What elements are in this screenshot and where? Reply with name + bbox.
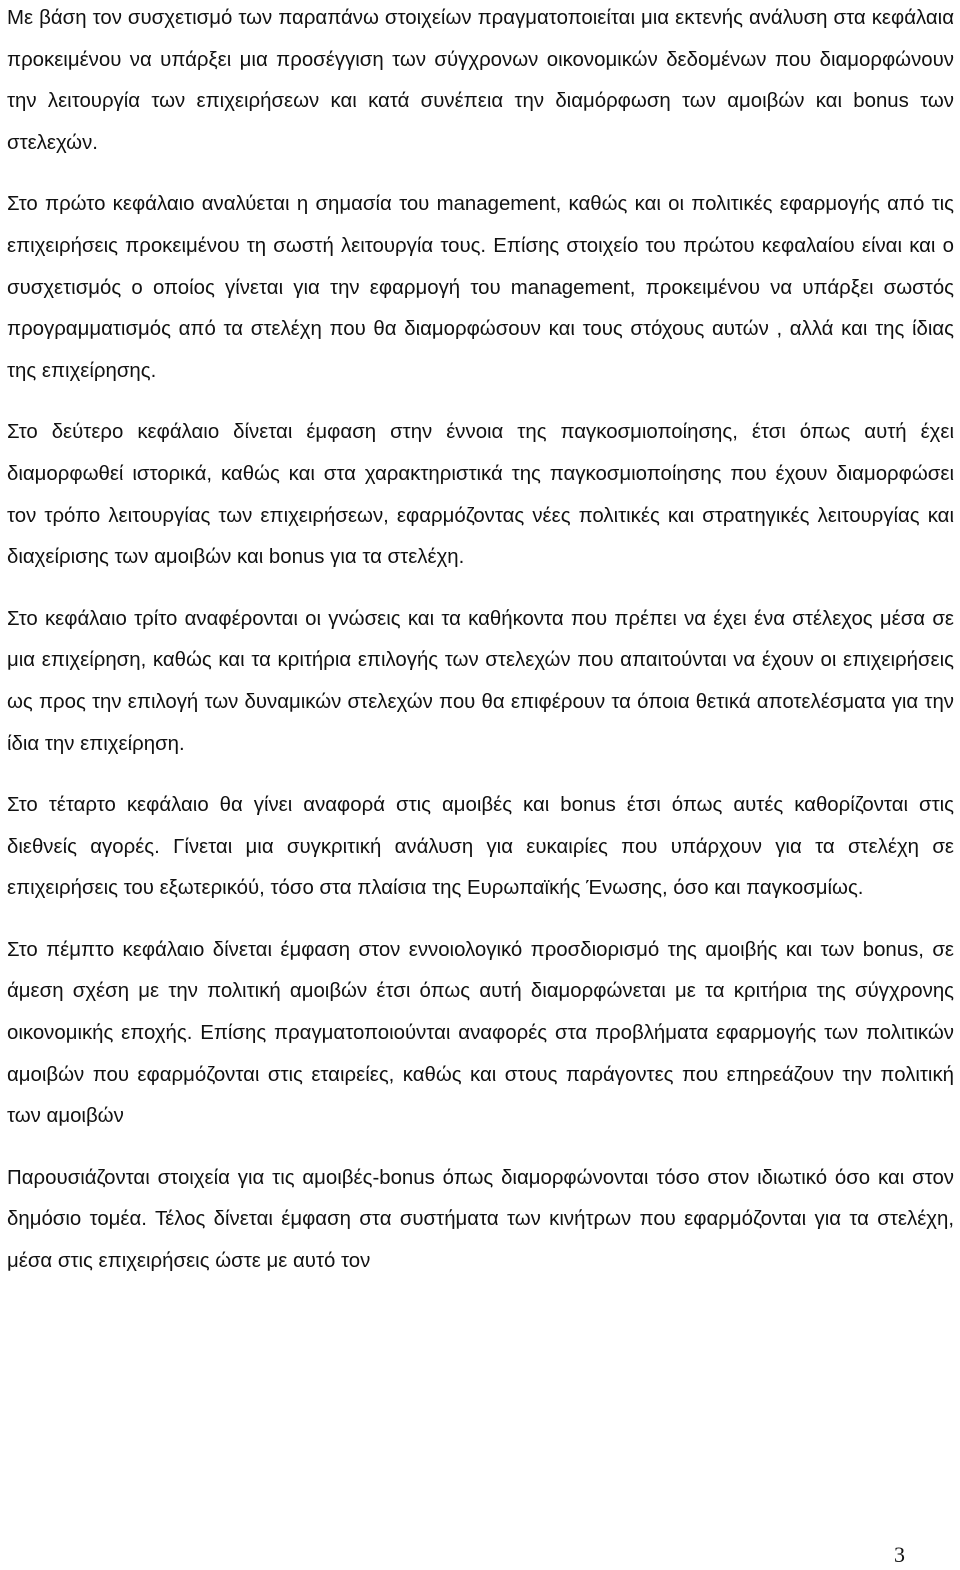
paragraph-chapter-3: Στο κεφάλαιο τρίτο αναφέρονται οι γνώσεις και τα καθήκοντα που πρέπει να έχει ένα στέλεχος μέσα σε μια επιχείρηση, καθώς και τα κριτήρια επιλογής των στελεχών που απαιτούνται να έχουν οι επιχειρήσεις ως προς την επιλογή των δυναμικών στελεχών που θα επιφέρουν τα όποια θετικά αποτελέσματα για την ίδια την επιχείρηση. [7, 607, 954, 755]
paragraph-chapter-5: Στο πέμπτο κεφάλαιο δίνεται έμφαση στον εννοιολογικό προσδιορισμό της αμοιβής και των bonus, σε άμεση σχέση με την πολιτική αμοιβών έτσι όπως αυτή διαμορφώνεται με τα κριτήρια της σύγχρονης οικονομικής εποχής. Επίσης πραγματοποιούνται αναφορές στα προβλήματα εφαρμογής των πολιτικών αμοιβών που εφαρμόζονται στις εταιρείες, καθώς και στους παράγοντες που επηρεάζουν την πολιτική των αμοιβών [7, 938, 954, 1128]
paragraph-chapter-2: Στο δεύτερο κεφάλαιο δίνεται έμφαση στην έννοια της παγκοσμιοποίησης, έτσι όπως αυτή έχει διαμορφωθεί ιστορικά, καθώς και στα χαρακτηριστικά της παγκοσμιοποίησης που έχουν διαμορφώσει τον τρόπο λειτουργίας των επιχειρήσεων, εφαρμόζοντας νέες πολιτικές και στρατηγικές λειτουργίας και διαχείρισης των αμοιβών και bonus για τα στελέχη. [7, 421, 954, 569]
page-number: 3 [894, 1542, 905, 1567]
paragraph-chapter-4: Στο τέταρτο κεφάλαιο θα γίνει αναφορά στις αμοιβές και bonus έτσι όπως αυτές καθορίζονται στις διεθνείς αγορές. Γίνεται μια συγκριτική ανάλυση για ευκαιρίες που υπάρχουν για τα στελέχη σε επιχειρήσεις του εξωτερικόύ, τόσο στα πλαίσια της Ευρωπαϊκής Ένωσης, όσο και παγκοσμίως. [7, 794, 954, 900]
paragraph-chapter-1: Στο πρώτο κεφάλαιο αναλύεται η σημασία του management, καθώς και οι πολιτικές εφαρμογής από τις επιχειρήσεις προκειμένου τη σωστή λειτουργία τους. Επίσης στοιχείο του πρώτου κεφαλαίου είναι και ο συσχετισμός ο οποίος γίνεται για την εφαρμογή του management, προκειμένου να υπάρξει σωστός προγραμματισμός από τα στελέχη που θα διαμορφώσουν και τους στόχους αυτών , αλλά και της ίδιας της επιχείρησης. [7, 193, 954, 382]
document-body [7, 0, 954, 1303]
paragraph-intro: Με βάση τον συσχετισμό των παραπάνω στοιχείων πραγματοποιείται μια εκτενής ανάλυση στα κεφάλαια προκειμένου να υπάρξει μια προσέγγιση των σύγχρονων οικονομικών δεδομένων που διαμορφώνουν την λειτουργία των επιχειρήσεων και κατά συνέπεια την διαμόρφωση των αμοιβών και bonus των στελεχών. [7, 7, 954, 154]
paragraph-bonus-data: Παρουσιάζονται στοιχεία για τις αμοιβές-bonus όπως διαμορφώνονται τόσο στον ιδιωτικό όσο και στον δημόσιο τομέα. Τέλος δίνεται έμφαση στα συστήματα των κινήτρων που εφαρμόζονται για τα στελέχη, μέσα στις επιχειρήσεις ώστε με αυτό τον [7, 1166, 954, 1273]
